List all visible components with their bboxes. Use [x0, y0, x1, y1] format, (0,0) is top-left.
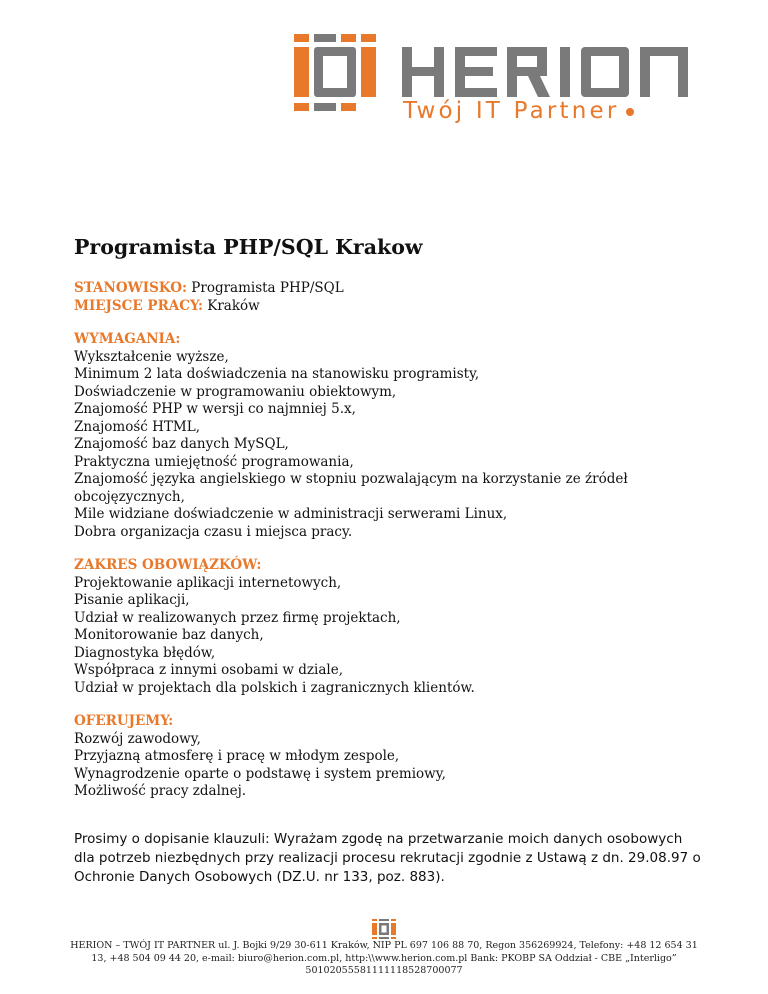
- position-value: Programista PHP/SQL: [186, 280, 344, 296]
- requirements-title: WYMAGANIA:: [74, 331, 181, 347]
- list-item: Znajomość HTML,: [74, 418, 201, 435]
- page-title: Programista PHP/SQL Krakow: [74, 235, 423, 259]
- list-item: Praktyczna umiejętność programowania,: [74, 453, 354, 470]
- workplace-value: Kraków: [202, 297, 260, 314]
- tagline-dot-icon: [626, 108, 634, 116]
- list-item: Udział w realizowanych przez firmę projektach,: [74, 609, 401, 626]
- list-item: Doświadczenie w programowaniu obiektowym,: [74, 383, 397, 400]
- consent-clause: Prosimy o dopisanie klauzuli: Wyrażam zgodę na przetwarzanie moich danych osobowych dla potrzeb niezbędnych przy realizacji procesu rekrutacji zgodnie z Ustawą z dn. 29.08.97 o Ochronie Danych Osobowych (DZ.U. nr 133, poz. 883).: [74, 831, 701, 885]
- job-content: [74, 234, 704, 801]
- workplace-label: MIEJSCE PRACY:: [74, 297, 203, 314]
- offer-title: OFERUJEMY:: [74, 713, 174, 729]
- list-item: Pisanie aplikacji,: [74, 592, 190, 608]
- offer-section: [74, 713, 704, 801]
- footer-contact: HERION – TWÓJ IT PARTNER ul. J. Bojki 9/29 30-611 Kraków, NIP PL 697 106 88 70, Regon 356269924, Telefony: +48 12 654 31 13, +48 504 09 44 20, e-mail: biuro@herion.com.pl, http:\\www.herion.com.pl Bank: PKOBP SA Oddział - CBE „Interligo” 50102055581111118528700077: [70, 940, 698, 976]
- duties-title: ZAKRES OBOWIĄZKÓW:: [74, 557, 262, 573]
- list-item: Dobra organizacja czasu i miejsca pracy.: [74, 523, 353, 540]
- list-item: Monitorowanie baz danych,: [74, 627, 264, 643]
- list-item: Projektowanie aplikacji internetowych,: [74, 574, 342, 591]
- list-item: Udział w projektach dla polskich i zagranicznych klientów.: [74, 679, 475, 696]
- list-item: Diagnostyka błędów,: [74, 644, 216, 661]
- list-item: Mile widziane doświadczenie w administracji serwerami Linux,: [74, 506, 508, 522]
- footer-logo-icon: [371, 918, 397, 940]
- list-item: Przyjazną atmosferę i pracę w młodym zespole,: [74, 748, 400, 764]
- list-item: Możliwość pracy zdalnej.: [74, 783, 247, 799]
- position-line: [74, 280, 704, 298]
- tagline: Twój IT Partner: [403, 96, 703, 126]
- position-label: STANOWISKO:: [74, 280, 187, 296]
- list-item: Znajomość PHP w wersji co najmniej 5.x,: [74, 401, 356, 417]
- list-item: Współpraca z innymi osobami w dziale,: [74, 662, 343, 678]
- list-item: Wykształcenie wyższe,: [74, 348, 229, 365]
- list-item: Minimum 2 lata doświadczenia na stanowisku programisty,: [74, 366, 480, 382]
- workplace-line: [74, 298, 704, 316]
- requirements-section: [74, 331, 704, 541]
- list-item: Znajomość języka angielskiego w stopniu pozwalającym na korzystanie ze źródeł obcojęzycznych,: [74, 471, 628, 505]
- list-item: Znajomość baz danych MySQL,: [74, 436, 289, 452]
- list-item: Rozwój zawodowy,: [74, 730, 201, 747]
- duties-section: [74, 557, 704, 697]
- list-item: Wynagrodzenie oparte o podstawę i system premiowy,: [74, 765, 446, 782]
